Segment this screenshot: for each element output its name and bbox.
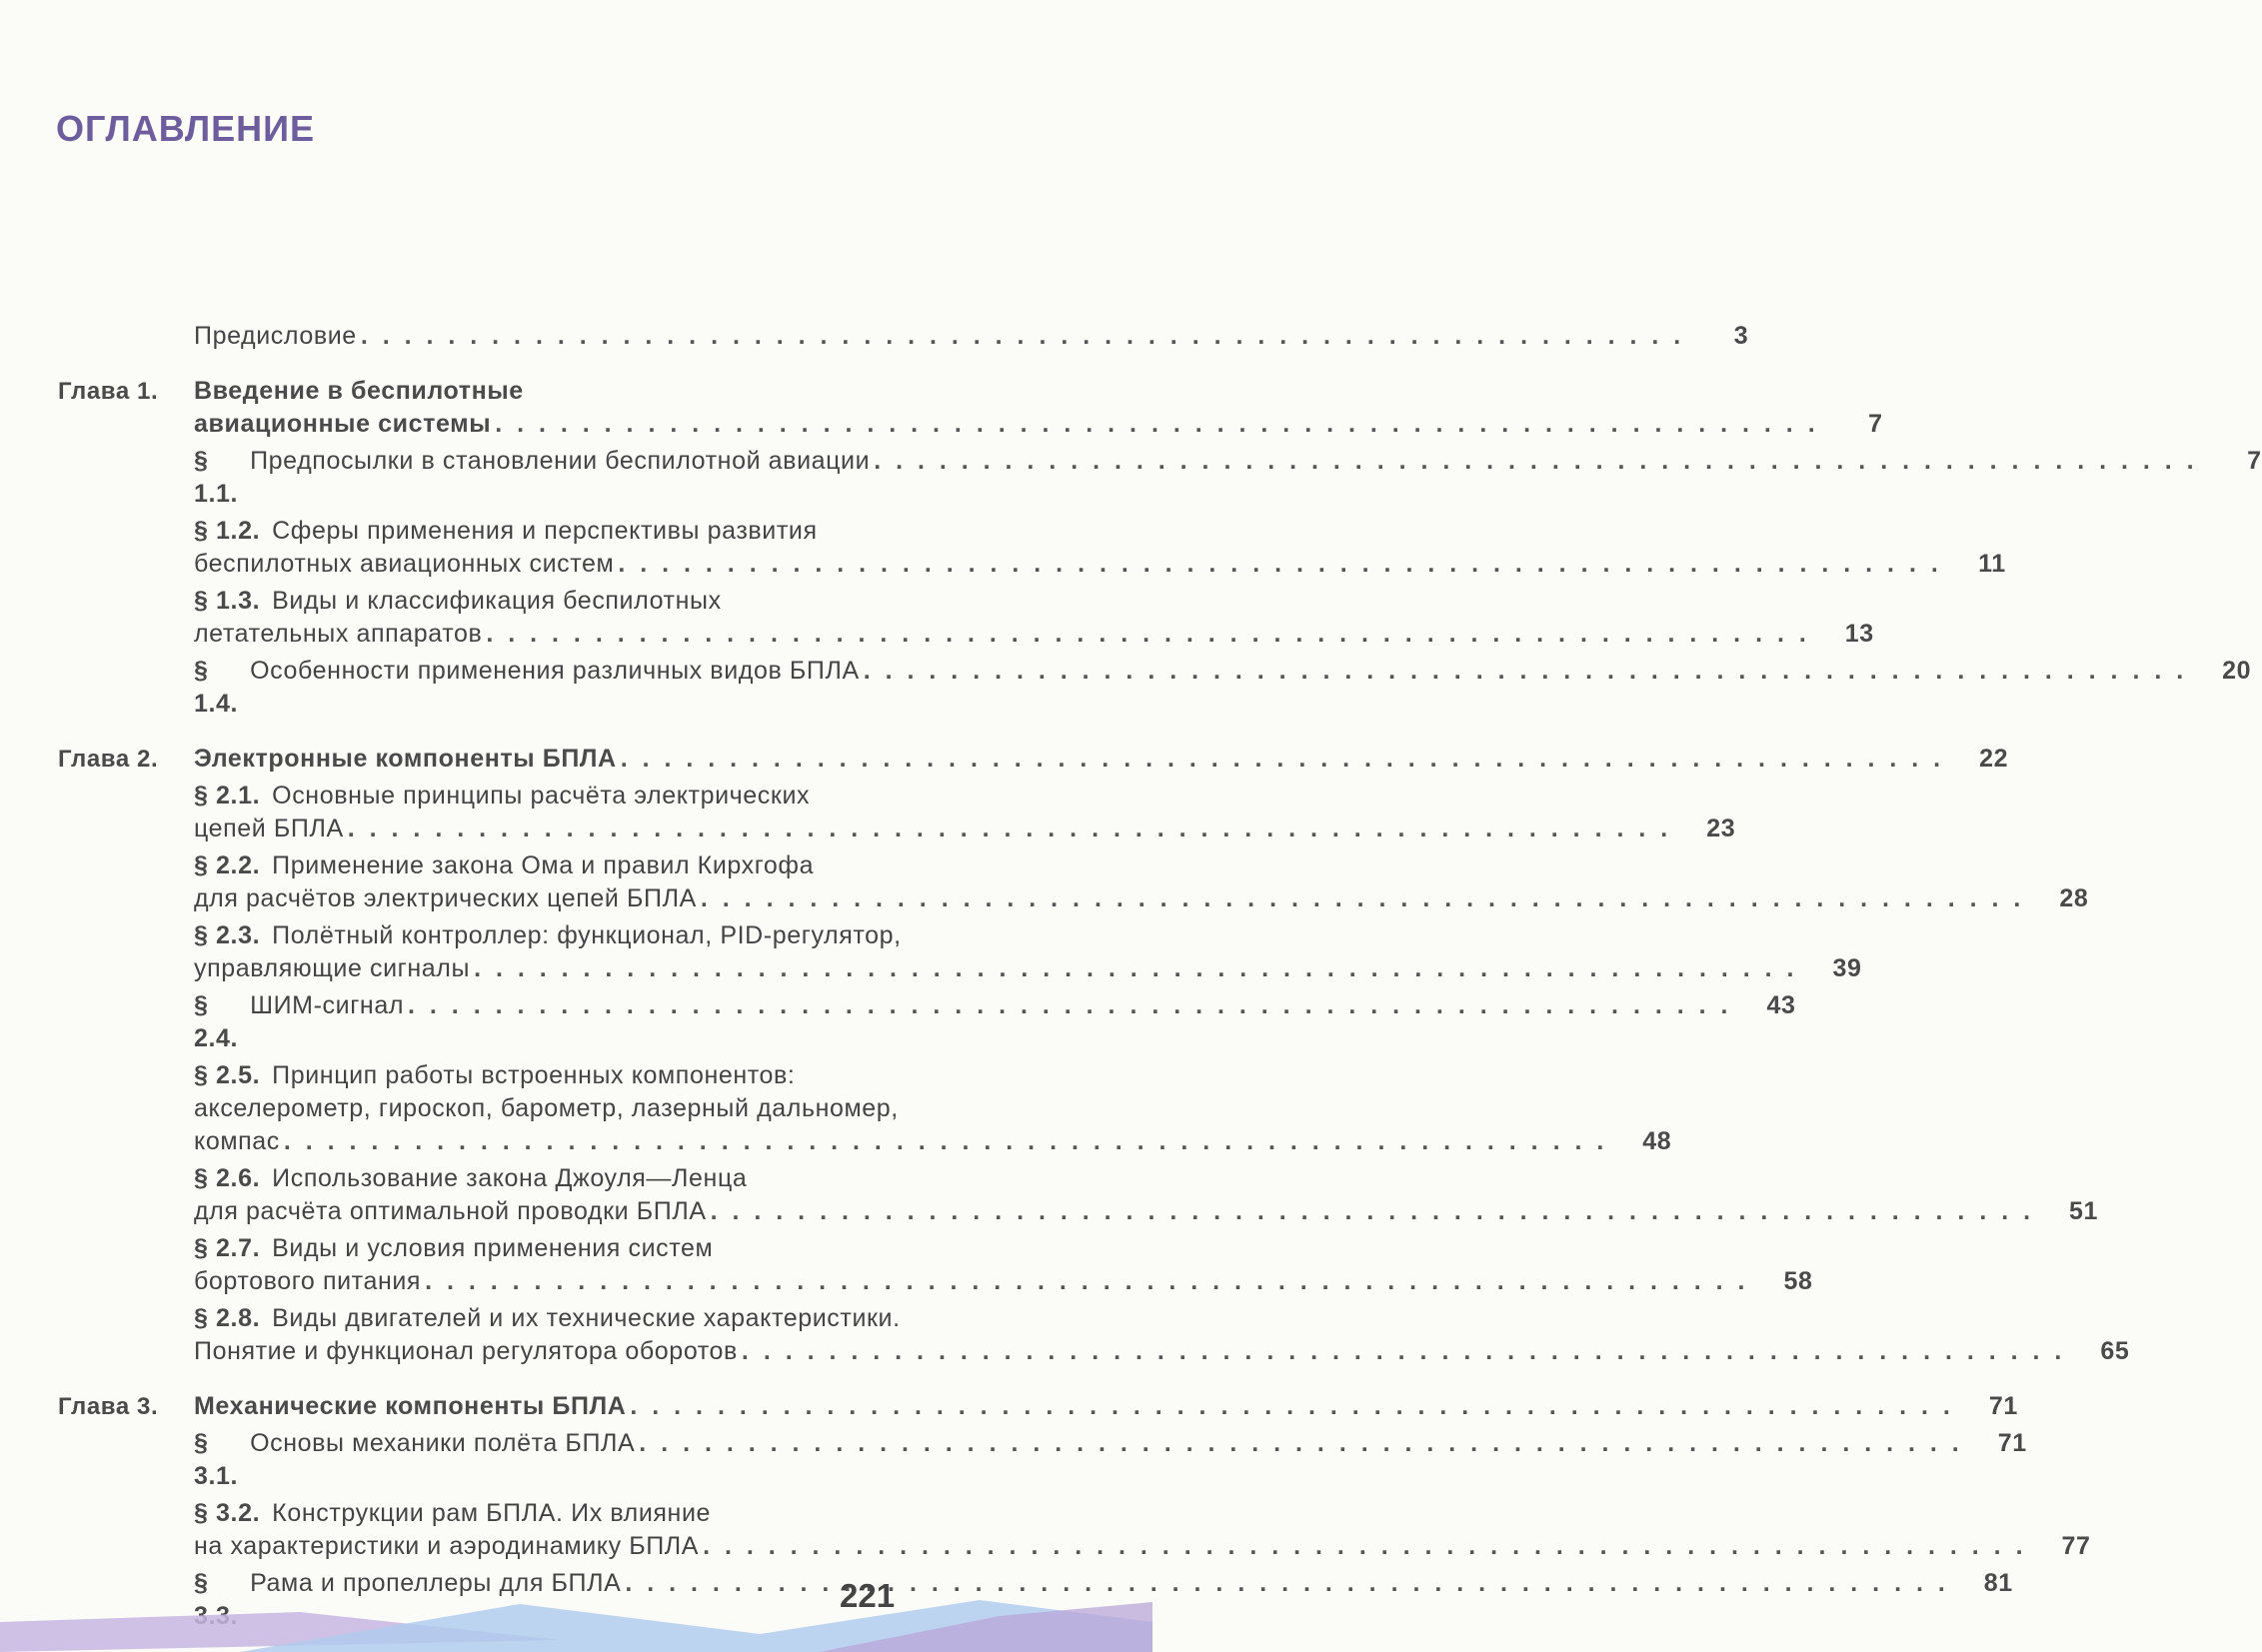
section-title: Виды и условия применения систем [272, 1234, 714, 1262]
leader-dots [864, 655, 2187, 688]
page-number: 11 [1978, 550, 2006, 578]
leader-dots [408, 989, 1731, 1022]
chapter-title: Механические компоненты БПЛА [194, 1392, 627, 1420]
section-number: § 2.7. [194, 1234, 261, 1262]
section-title: компас [194, 1127, 280, 1155]
page-number: 48 [1642, 1127, 1672, 1155]
chapter-label: Глава 2. [58, 746, 159, 773]
section-number: § 2.4. [194, 991, 239, 1052]
leader-dots [361, 320, 1684, 353]
toc-section-2-6-cont[interactable] [58, 1195, 2099, 1228]
page-number: 81 [1983, 1569, 2013, 1597]
page-number: 23 [1706, 815, 1736, 842]
page-number: 3 [1733, 322, 1749, 350]
page-number: 13 [1844, 620, 1874, 648]
chapter-title: авиационные системы [194, 410, 492, 438]
section-number: § 3.1. [194, 1429, 239, 1490]
toc-section-2-7-cont[interactable] [58, 1265, 1813, 1298]
section-title: Сферы применения и перспективы развития [272, 517, 818, 545]
page-number: 28 [2059, 884, 2089, 912]
leader-dots [639, 1427, 1962, 1460]
toc-section-2-7[interactable] [58, 1232, 1078, 1265]
page-number: 43 [1766, 991, 1796, 1019]
leader-dots [348, 813, 1671, 845]
toc-section-2-8[interactable] [58, 1302, 1078, 1335]
toc-section-1-4[interactable] [58, 655, 2252, 721]
leader-dots [630, 1390, 1953, 1423]
page-number: 51 [2069, 1197, 2099, 1225]
table-of-contents [58, 320, 2262, 1633]
page-number: 71 [1988, 1392, 2018, 1420]
page-number: 7 [1868, 410, 1883, 438]
toc-section-2-1[interactable] [58, 780, 1078, 813]
section-title: Особенности применения различных видов БПЛА [250, 657, 860, 685]
section-title: Виды и классификация беспилотных [272, 587, 722, 615]
leader-dots [474, 952, 1797, 985]
section-number: § 1.1. [194, 447, 239, 508]
section-number: § [194, 1569, 209, 1597]
toc-section-1-2[interactable] [58, 515, 1078, 548]
section-title: Конструкции рам БПЛА. Их влияние [272, 1499, 712, 1527]
toc-section-3-1[interactable] [58, 1427, 2027, 1493]
section-title: на характеристики и аэродинамику БПЛА [194, 1532, 700, 1560]
section-title: Полётный контроллер: функционал, PID-регулятор, [272, 921, 902, 949]
leader-dots [874, 445, 2197, 478]
toc-section-1-1[interactable] [58, 445, 2262, 511]
toc-section-2-5-cont2[interactable] [58, 1125, 1672, 1158]
section-title: акселерометр, гироскоп, барометр, лазерный дальномер, [194, 1094, 899, 1122]
leader-dots [486, 618, 1809, 651]
toc-section-1-3[interactable] [58, 585, 1078, 618]
section-number: § 2.6. [194, 1164, 261, 1192]
section-title: ШИМ-сигнал [250, 991, 405, 1019]
leader-dots [495, 408, 1818, 441]
toc-chapter-2[interactable] [58, 743, 2009, 776]
toc-chapter-3[interactable] [58, 1390, 2018, 1423]
page-number: 39 [1832, 954, 1862, 982]
section-number: § 1.2. [194, 517, 261, 545]
section-title: летательных аппаратов [194, 620, 483, 648]
page-folio: 221 [840, 1577, 896, 1614]
leader-dots [703, 1530, 2026, 1563]
section-title: Принцип работы встроенных компонентов: [272, 1061, 796, 1089]
section-title: бортового питания [194, 1267, 422, 1295]
toc-section-2-3-cont[interactable] [58, 952, 1862, 985]
section-number: § 3.2. [194, 1499, 261, 1527]
leader-dots [284, 1125, 1607, 1158]
toc-section-1-3-cont[interactable] [58, 618, 1874, 651]
toc-chapter-1[interactable] [58, 375, 1078, 408]
section-title: Основы механики полёта БПЛА [250, 1429, 636, 1457]
leader-dots [618, 548, 1941, 581]
section-number: § 2.2. [194, 851, 261, 879]
section-number: § 2.1. [194, 782, 261, 810]
section-number: § 2.3. [194, 921, 261, 949]
toc-section-2-2-cont[interactable] [58, 882, 2089, 915]
section-title: Применение закона Ома и правил Кирхгофа [272, 851, 815, 879]
section-title: цепей БПЛА [194, 815, 344, 842]
page-number: 20 [2222, 657, 2252, 685]
section-title: Основные принципы расчёта электрических [272, 782, 811, 810]
decorative-footer-band [0, 1582, 1152, 1652]
section-title: Рама и пропеллеры для БПЛА [250, 1569, 622, 1597]
section-title: Понятие и функционал регулятора оборотов [194, 1337, 738, 1365]
section-number: § 2.8. [194, 1304, 261, 1332]
leader-dots [701, 882, 2024, 915]
leader-dots [425, 1265, 1748, 1298]
page-title: ОГЛАВЛЕНИЕ [56, 108, 316, 149]
section-number: § 1.3. [194, 587, 261, 615]
page-number: 65 [2100, 1337, 2130, 1365]
toc-section-2-8-cont[interactable] [58, 1335, 2130, 1368]
page-number: 58 [1783, 1267, 1813, 1295]
toc-section-2-3[interactable] [58, 919, 1078, 952]
chapter-label: Глава 1. [58, 378, 159, 405]
toc-section-2-4[interactable] [58, 989, 1796, 1055]
section-number: § 1.4. [194, 657, 239, 718]
leader-dots [742, 1335, 2065, 1368]
chapter-label: Глава 3. [58, 1393, 159, 1420]
page-number: 7 [2247, 447, 2262, 475]
toc-section-2-1-cont[interactable] [58, 813, 1736, 845]
toc-chapter-1-cont[interactable] [58, 408, 1883, 441]
toc-section-3-2[interactable] [58, 1497, 1078, 1530]
page-number: 71 [1997, 1429, 2027, 1457]
leader-dots [621, 743, 1944, 776]
toc-section-2-5[interactable] [58, 1059, 1078, 1092]
section-title: Виды двигателей и их технические характеристики. [272, 1304, 901, 1332]
toc-section-1-2-cont[interactable] [58, 548, 2006, 581]
page-number: 77 [2061, 1532, 2091, 1560]
section-title: управляющие сигналы [194, 954, 471, 982]
section-title: беспилотных авиационных систем [194, 550, 615, 578]
section-title: для расчётов электрических цепей БПЛА [194, 884, 697, 912]
toc-section-2-2[interactable] [58, 849, 1078, 882]
toc-entry-preface[interactable] [58, 320, 1749, 353]
toc-section-2-6[interactable] [58, 1162, 1078, 1195]
leader-dots [711, 1195, 2034, 1228]
toc-section-3-2-cont[interactable] [58, 1530, 2091, 1563]
toc-section-2-5-cont[interactable] [58, 1092, 1078, 1125]
chapter-title: Электронные компоненты БПЛА [194, 745, 617, 773]
section-title: для расчёта оптимальной проводки БПЛА [194, 1197, 707, 1225]
chapter-title: Введение в беспилотные [194, 377, 524, 405]
page-number: 22 [1979, 745, 2009, 773]
section-number: § 2.5. [194, 1061, 261, 1089]
section-title: Использование закона Джоуля—Ленца [272, 1164, 748, 1192]
section-title: Предпосылки в становлении беспилотной авиации [250, 447, 871, 475]
entry-title: Предисловие [194, 322, 357, 350]
